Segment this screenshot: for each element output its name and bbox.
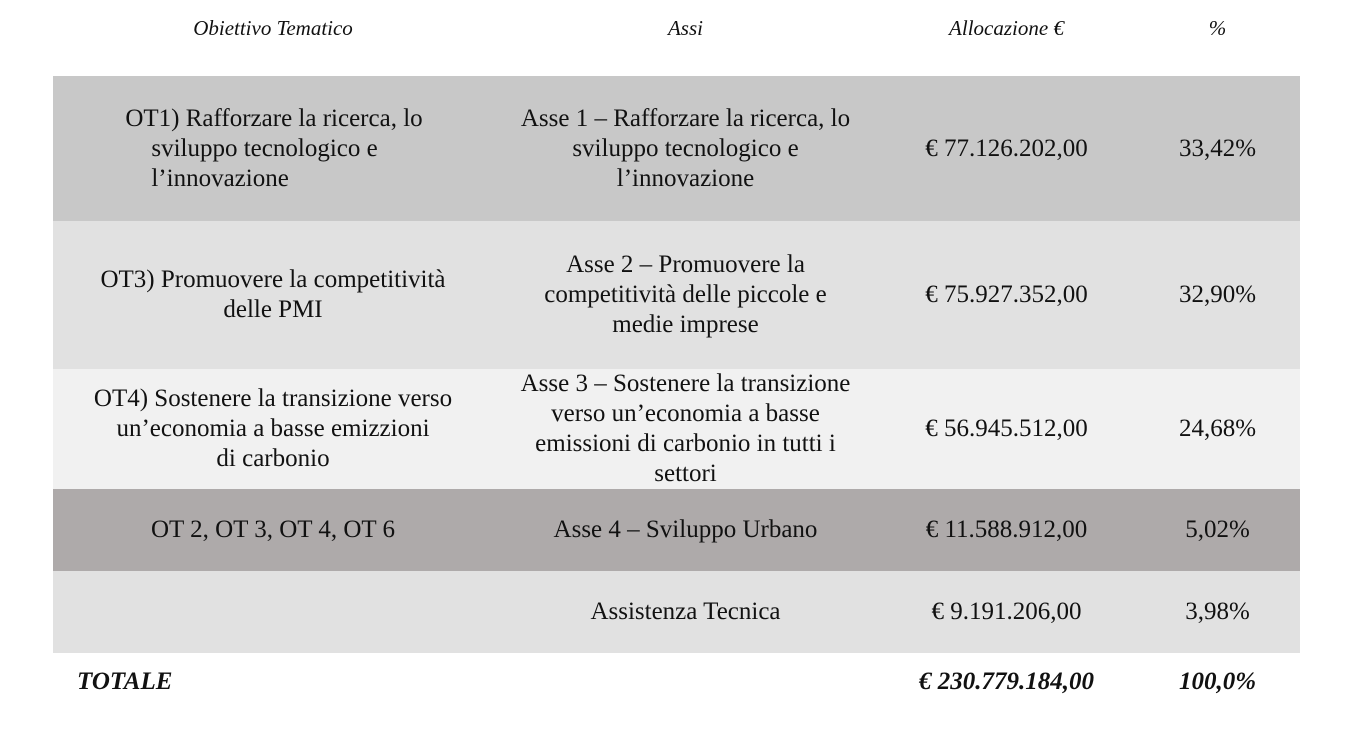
table-row (53, 571, 1300, 653)
percent-cell: 3,98% (1185, 598, 1250, 625)
total-axis-cell (493, 653, 878, 711)
table-header (53, 0, 1300, 76)
percent-cell: 24,68% (1178, 415, 1257, 442)
axis-line: Asse 4 – Sviluppo Urbano (553, 516, 818, 543)
table-row (53, 76, 1300, 221)
axis-line: competitività delle piccole e (544, 281, 827, 308)
axis-line: Asse 3 – Sostenere la transizione (520, 370, 851, 397)
objective-cell (53, 221, 493, 369)
axis-cell (493, 571, 878, 653)
total-percent: 100,0% (1178, 668, 1257, 695)
objective-line: di carbonio (216, 445, 330, 472)
objective-line: un’economia a basse emizzioni (116, 415, 430, 442)
axis-line: Asse 1 – Rafforzare la ricerca, lo (520, 104, 851, 132)
allocation-cell: € 11.588.912,00 (925, 516, 1088, 543)
percent-cell: 33,42% (1178, 134, 1257, 162)
objective-line: OT4) Sostenere la transizione verso (93, 385, 453, 412)
total-row (53, 653, 1300, 711)
objective-cell (53, 489, 493, 571)
header-axes: Assi (667, 16, 703, 40)
objective-line: OT3) Promuovere la competitività (100, 266, 446, 293)
axis-line: verso un’economia a basse (551, 400, 820, 427)
axis-cell (493, 489, 878, 571)
objective-line: OT1) Rafforzare la ricerca, lo (125, 104, 423, 132)
axis-line: emissioni di carbonio in tutti i (535, 430, 836, 457)
allocation-cell: € 75.927.352,00 (925, 281, 1088, 308)
axis-cell (493, 221, 878, 369)
objective-line: delle PMI (223, 296, 323, 323)
allocation-cell: € 56.945.512,00 (925, 415, 1088, 442)
allocation-cell: € 9.191.206,00 (931, 598, 1082, 625)
allocation-table (53, 0, 1300, 711)
objective-cell (53, 369, 493, 489)
header-percent: % (1208, 16, 1227, 40)
objective-line: sviluppo tecnologico e (151, 134, 378, 162)
objective-cell (53, 571, 493, 653)
axis-line: Asse 2 – Promuovere la (566, 251, 805, 278)
allocation-cell: € 77.126.202,00 (925, 134, 1088, 162)
axis-line: medie imprese (612, 311, 759, 338)
objective-line: OT 2, OT 3, OT 4, OT 6 (151, 516, 395, 543)
header-objective: Obiettivo Tematico (193, 16, 353, 40)
axis-cell (493, 369, 878, 489)
percent-cell: 32,90% (1178, 281, 1257, 308)
objective-line: l’innovazione (151, 164, 289, 192)
objective-cell (53, 76, 493, 221)
total-allocation: € 230.779.184,00 (919, 668, 1094, 695)
axis-cell (493, 76, 878, 221)
axis-line: settori (654, 460, 717, 487)
axis-line: sviluppo tecnologico e (572, 134, 799, 162)
percent-cell: 5,02% (1185, 516, 1250, 543)
table-row (53, 369, 1300, 489)
header-allocation: Allocazione € (949, 16, 1064, 40)
axis-line: l’innovazione (616, 164, 755, 192)
total-label: TOTALE (77, 668, 173, 695)
axis-line: Assistenza Tecnica (590, 598, 781, 625)
table-row (53, 221, 1300, 369)
table-row (53, 489, 1300, 571)
